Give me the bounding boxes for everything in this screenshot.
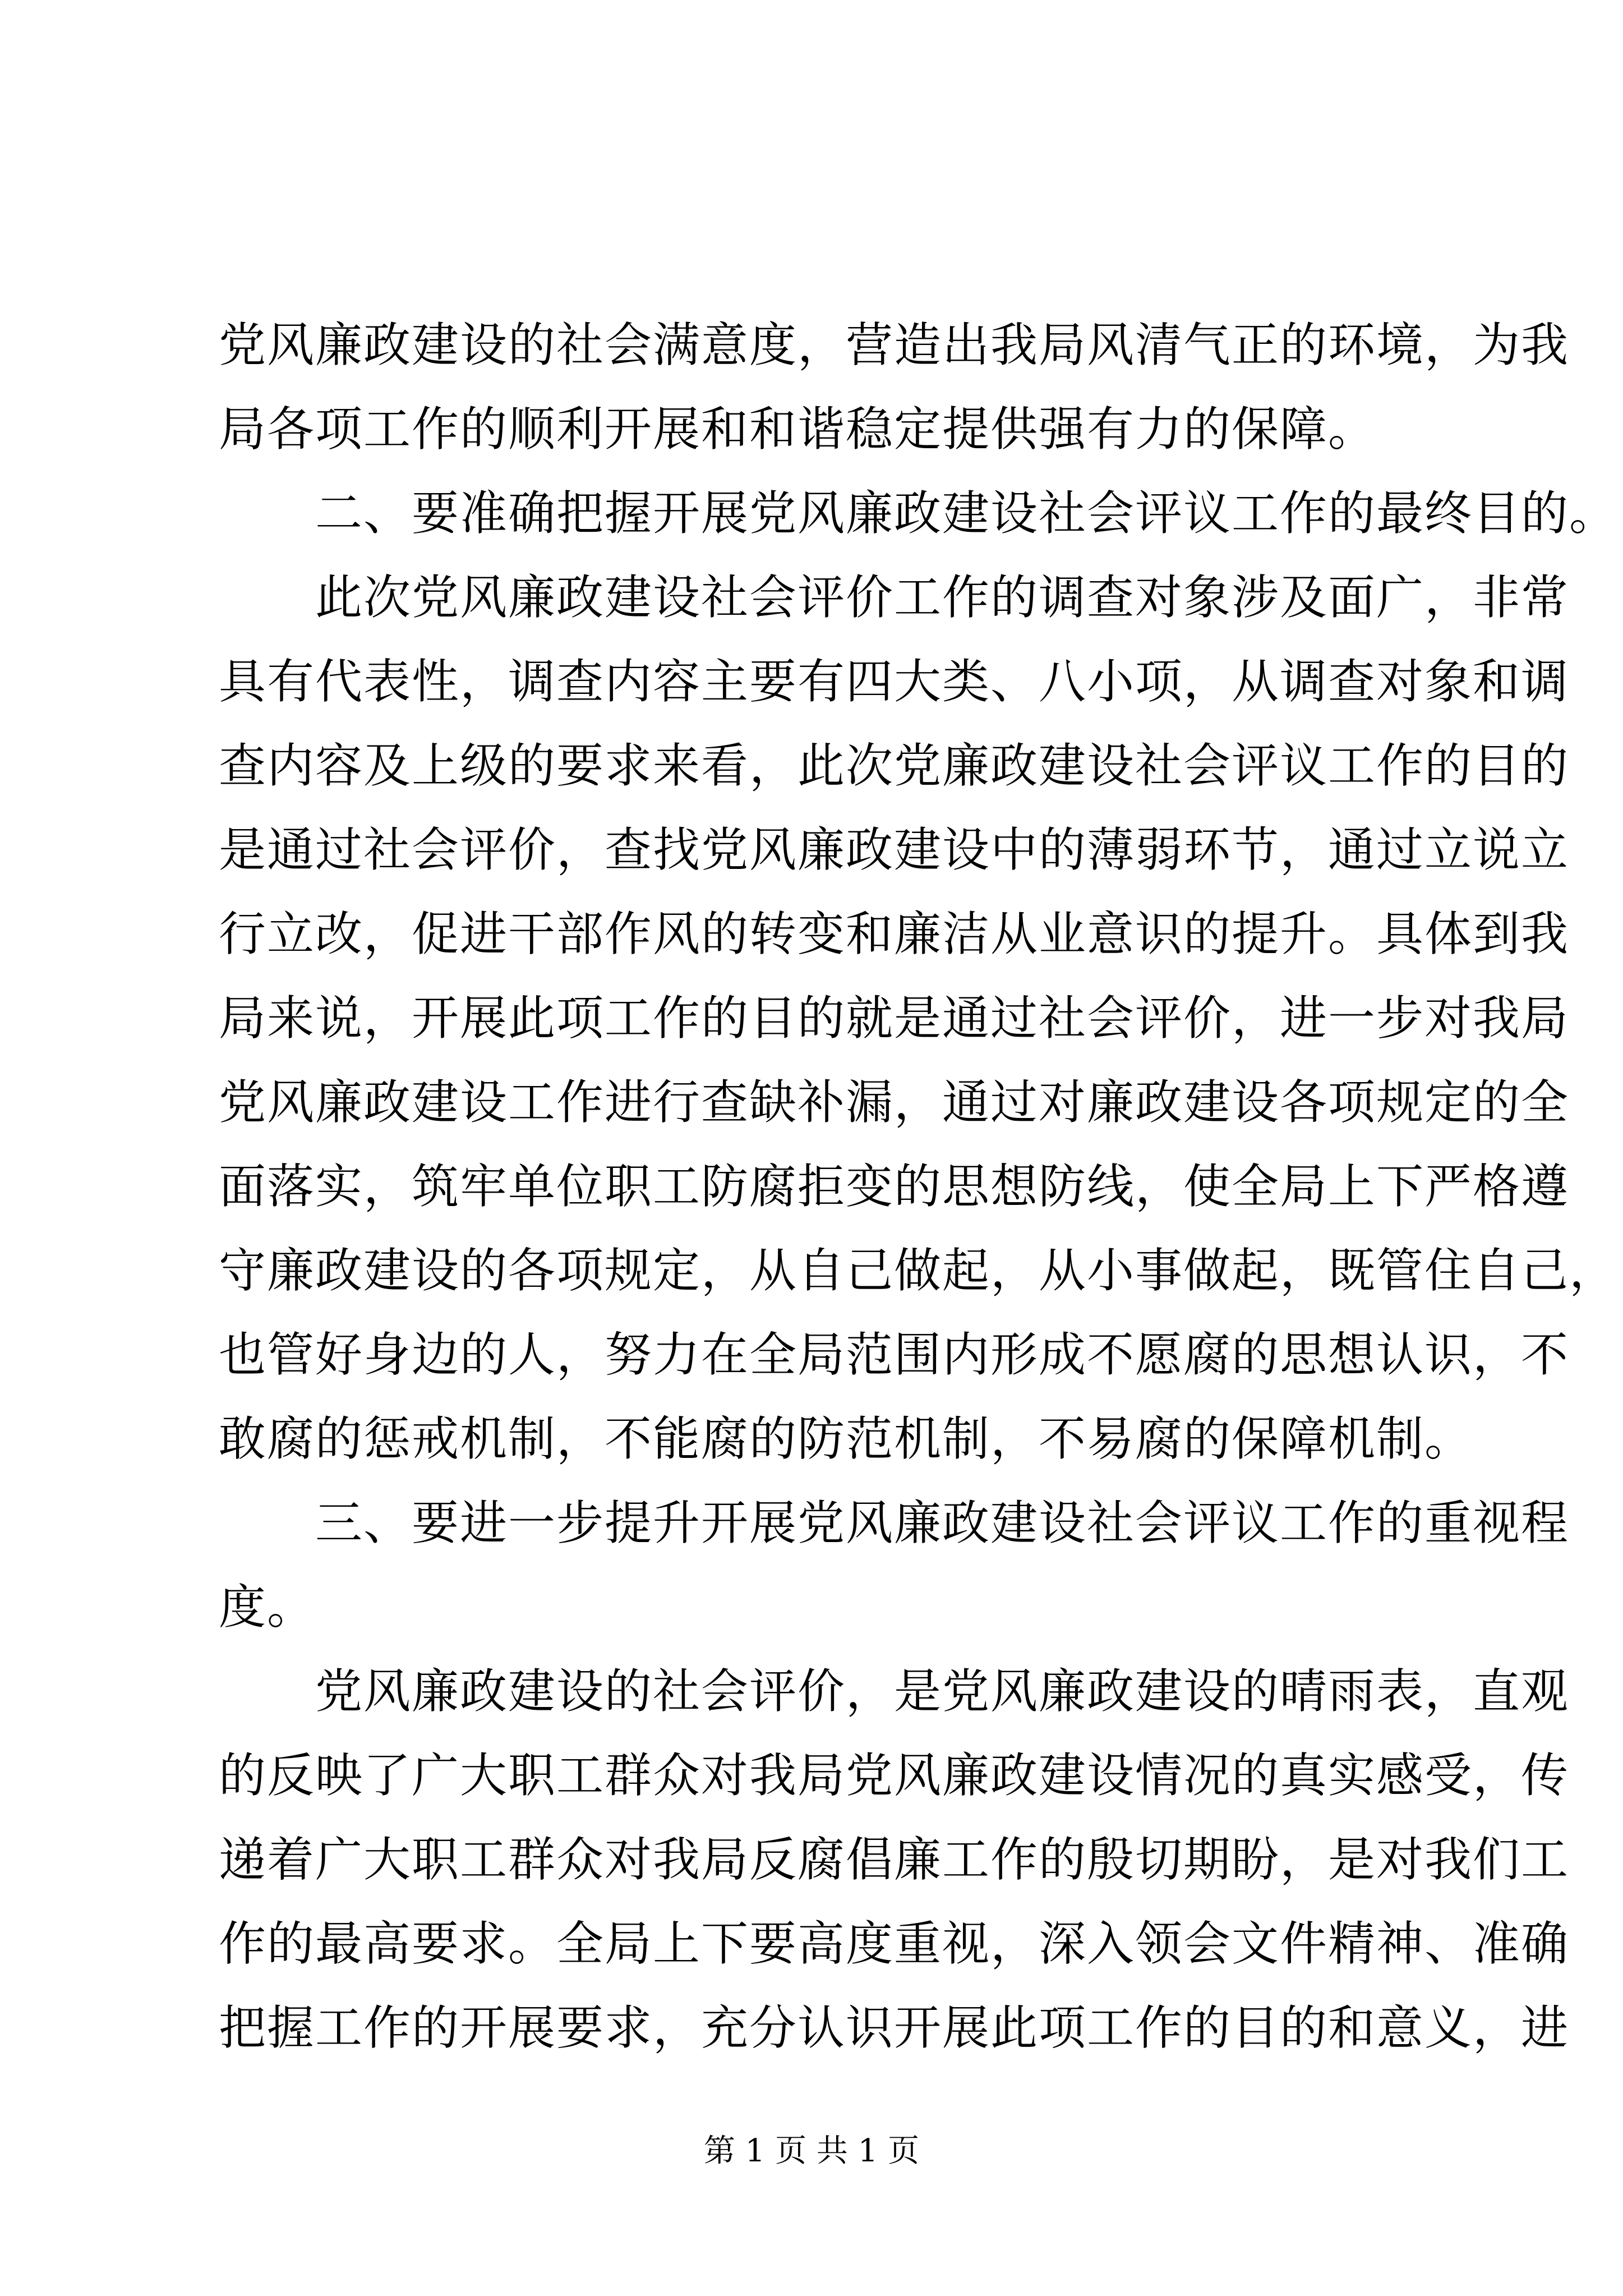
- section-heading: 二、要准确把握开展党风廉政建设社会评议工作的最终目的。: [219, 486, 1618, 541]
- text-line: 党风廉政建设的社会满意度，营造出我局风清气正的环境，为我: [219, 318, 1570, 372]
- text-line: 具有代表性，调查内容主要有四大类、八小项，从调查对象和调: [219, 654, 1570, 709]
- text-line: 守廉政建设的各项规定，从自己做起，从小事做起，既管住自己，: [219, 1243, 1618, 1298]
- text-line: 党风廉政建设的社会评价，是党风廉政建设的晴雨表，直观: [219, 1664, 1570, 1719]
- text-line: 局来说，开展此项工作的目的就是通过社会评价，进一步对我局: [219, 991, 1570, 1046]
- text-line: 行立改，促进干部作风的转变和廉洁从业意识的提升。具体到我: [219, 907, 1570, 961]
- text-line: 查内容及上级的要求来看，此次党廉政建设社会评议工作的目的: [219, 738, 1570, 793]
- text-line: 也管好身边的人，努力在全局范围内形成不愿腐的思想认识，不: [219, 1327, 1570, 1382]
- text-line: 是通过社会评价，查找党风廉政建设中的薄弱环节，通过立说立: [219, 822, 1570, 877]
- text-line: 作的最高要求。全局上下要高度重视，深入领会文件精神、准确: [219, 1916, 1570, 1971]
- text-line: 此次党风廉政建设社会评价工作的调查对象涉及面广，非常: [219, 570, 1570, 625]
- text-line: 局各项工作的顺利开展和和谐稳定提供强有力的保障。: [219, 402, 1377, 457]
- text-line: 的反映了广大职工群众对我局党风廉政建设情况的真实感受，传: [219, 1748, 1570, 1803]
- text-line: 把握工作的开展要求，充分认识开展此项工作的目的和意义，进: [219, 2000, 1570, 2055]
- page-number-footer: 第 1 页 共 1 页: [703, 2133, 920, 2169]
- text-line: 敢腐的惩戒机制，不能腐的防范机制，不易腐的保障机制。: [219, 1411, 1473, 1466]
- text-line: 党风廉政建设工作进行查缺补漏，通过对廉政建设各项规定的全: [219, 1075, 1570, 1130]
- text-line: 度。: [219, 1580, 316, 1635]
- text-line: 面落实，筑牢单位职工防腐拒变的思想防线，使全局上下严格遵: [219, 1159, 1570, 1214]
- text-line: 递着广大职工群众对我局反腐倡廉工作的殷切期盼，是对我们工: [219, 1832, 1570, 1887]
- section-heading: 三、要进一步提升开展党风廉政建设社会评议工作的重视程: [219, 1496, 1570, 1550]
